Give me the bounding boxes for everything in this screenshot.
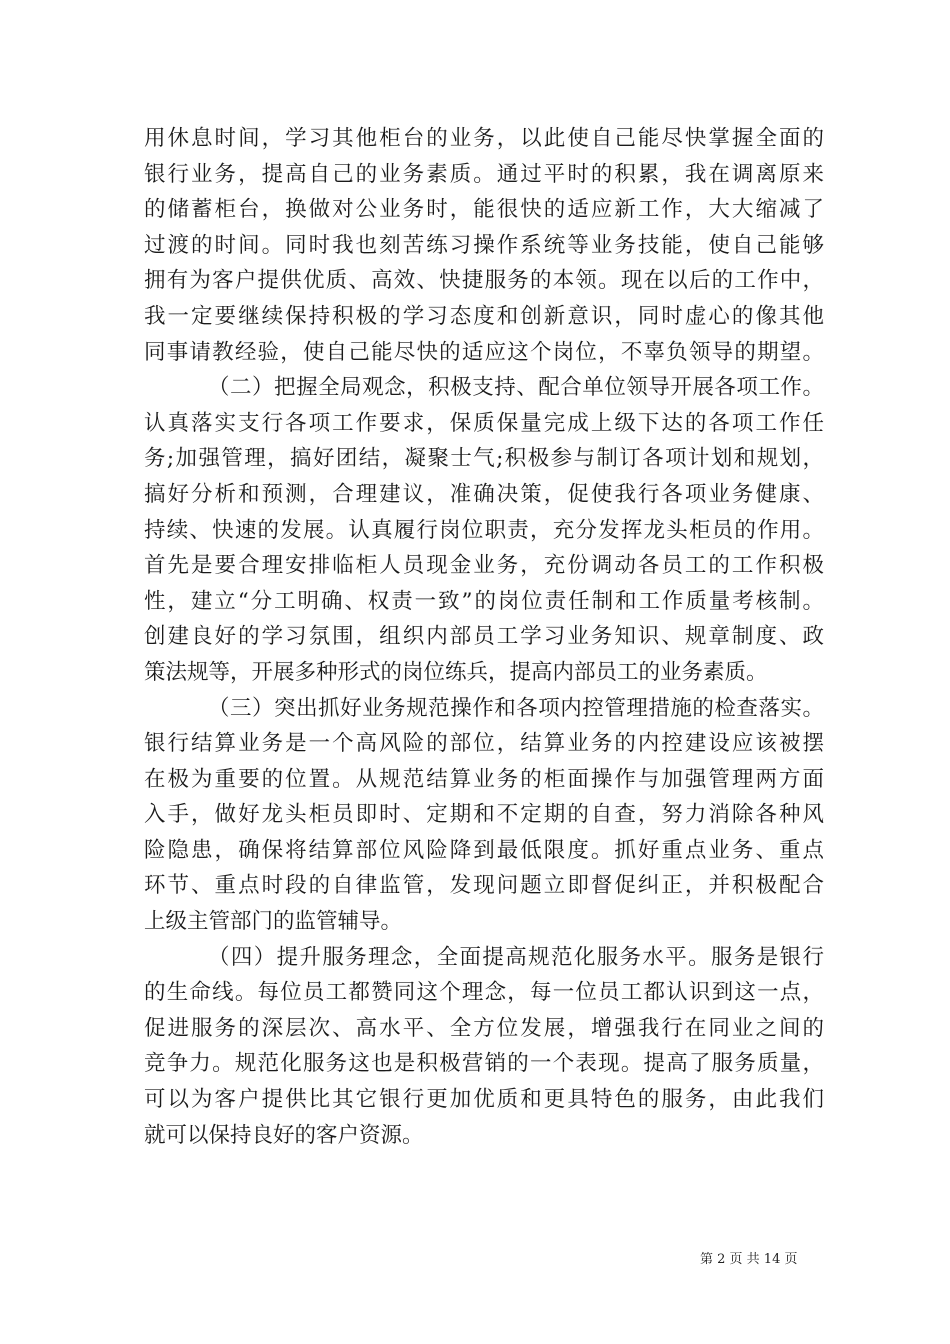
text-line: 我一定要继续保持积极的学习态度和创新意识，同时虚心的像其他 bbox=[144, 303, 824, 329]
text-line: 同事请教经验，使自己能尽快的适应这个岗位，不辜负领导的期望。 bbox=[144, 339, 824, 365]
text-line: 创建良好的学习氛围，组织内部员工学习业务知识、规章制度、政 bbox=[144, 624, 824, 650]
section-heading-line: （四）提升服务理念，全面提高规范化服务水平。服务是银行 bbox=[208, 944, 824, 970]
text-line: 可以为客户提供比其它银行更加优质和更具特色的服务，由此我们 bbox=[144, 1087, 824, 1113]
text-line: 认真落实支行各项工作要求，保质保量完成上级下达的各项工作任 bbox=[144, 410, 824, 436]
text-line: 的生命线。每位员工都赞同这个理念，每一位员工都认识到这一点， bbox=[144, 980, 824, 1006]
text-line: 策法规等，开展多种形式的岗位练兵，提高内部员工的业务素质。 bbox=[144, 659, 768, 685]
text-line: 首先是要合理安排临柜人员现金业务，充份调动各员工的工作积极 bbox=[144, 553, 824, 579]
text-line: 务;加强管理，搞好团结，凝聚士气;积极参与制订各项计划和规划， bbox=[144, 446, 824, 472]
text-line: 竞争力。规范化服务这也是积极营销的一个表现。提高了服务质量， bbox=[144, 1051, 824, 1077]
page-number-footer: 第 2 页 共 14 页 bbox=[700, 1252, 798, 1267]
text-line: 在极为重要的位置。从规范结算业务的柜面操作与加强管理两方面 bbox=[144, 766, 824, 792]
text-line: 就可以保持良好的客户资源。 bbox=[144, 1122, 424, 1148]
text-line: 持续、快速的发展。认真履行岗位职责，充分发挥龙头柜员的作用。 bbox=[144, 517, 824, 543]
section-heading-line: （三）突出抓好业务规范操作和各项内控管理措施的检查落实。 bbox=[208, 695, 824, 721]
text-line: 性，建立“分工明确、权责一致”的岗位责任制和工作质量考核制。 bbox=[144, 588, 824, 614]
text-line: 上级主管部门的监管辅导。 bbox=[144, 909, 403, 935]
text-line: 促进服务的深层次、高水平、全方位发展，增强我行在同业之间的 bbox=[144, 1015, 824, 1041]
text-line: 银行业务，提高自己的业务素质。通过平时的积累，我在调离原来 bbox=[144, 161, 824, 187]
text-line: 入手，做好龙头柜员即时、定期和不定期的自查，努力消除各种风 bbox=[144, 802, 824, 828]
text-line: 环节、重点时段的自律监管，发现问题立即督促纠正，并积极配合 bbox=[144, 873, 824, 899]
text-line: 搞好分析和预测，合理建议，准确决策，促使我行各项业务健康、 bbox=[144, 481, 824, 507]
text-line: 的储蓄柜台，换做对公业务时，能很快的适应新工作，大大缩减了 bbox=[144, 197, 824, 223]
text-line: 用休息时间，学习其他柜台的业务，以此使自己能尽快掌握全面的 bbox=[144, 126, 824, 151]
text-line: 过渡的时间。同时我也刻苦练习操作系统等业务技能，使自己能够 bbox=[144, 232, 824, 258]
text-line: 银行结算业务是一个高风险的部位，结算业务的内控建设应该被摆 bbox=[144, 731, 824, 757]
section-heading-line: （二）把握全局观念，积极支持、配合单位领导开展各项工作。 bbox=[208, 375, 824, 401]
text-line: 险隐患，确保将结算部位风险降到最低限度。抓好重点业务、重点 bbox=[144, 837, 824, 863]
text-line: 拥有为客户提供优质、高效、快捷服务的本领。现在以后的工作中， bbox=[144, 268, 824, 294]
document-body bbox=[144, 121, 824, 1153]
